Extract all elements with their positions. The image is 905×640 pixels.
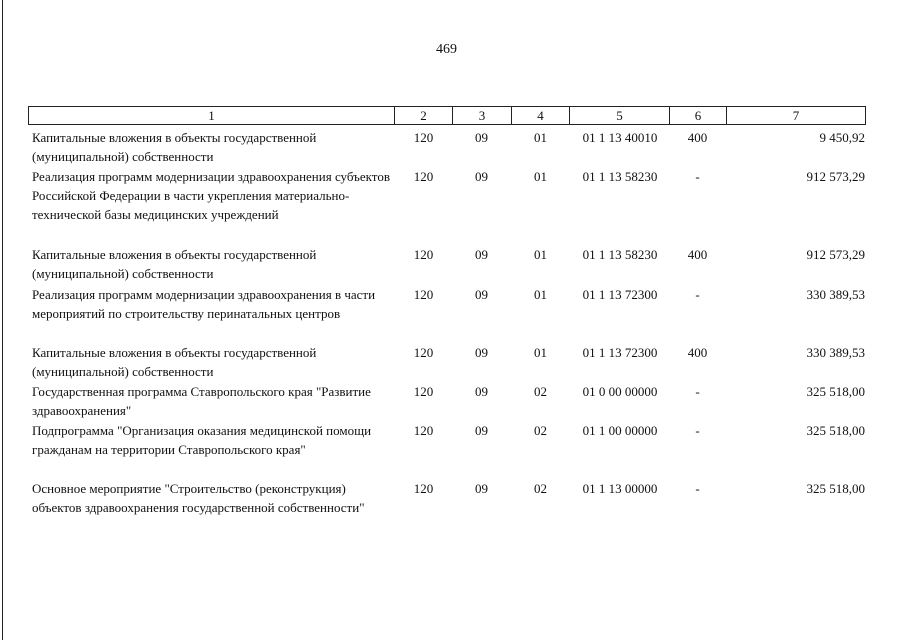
row-expense-type: - <box>695 169 700 184</box>
row-ministry-code: 120 <box>413 345 434 360</box>
row-description: Капитальные вложения в объекты государственной (муниципальной) собственности <box>32 130 317 164</box>
row-ministry-code: 120 <box>413 423 434 438</box>
row-expense-type: - <box>695 287 700 302</box>
header-col-7: 7 <box>726 106 866 125</box>
row-subsection-code: 01 <box>534 287 547 302</box>
row-subsection-code: 01 <box>534 247 547 262</box>
row-target-code: 01 0 00 00000 <box>582 384 658 399</box>
row-amount: 912 573,29 <box>806 247 865 262</box>
row-target-code: 01 1 13 58230 <box>582 247 658 262</box>
row-subsection-code: 01 <box>534 345 547 360</box>
row-description: Подпрограмма "Организация оказания медицинской помощи гражданам на территории Ставропольского края" <box>32 423 372 457</box>
row-amount: 9 450,92 <box>819 130 865 145</box>
row-amount: 912 573,29 <box>806 169 865 184</box>
row-amount: 330 389,53 <box>806 345 865 360</box>
row-section-code: 09 <box>475 345 488 360</box>
row-subsection-code: 01 <box>534 169 547 184</box>
row-expense-type: - <box>695 423 700 438</box>
header-col-6: 6 <box>669 106 726 125</box>
row-amount: 325 518,00 <box>806 423 865 438</box>
row-section-code: 09 <box>475 130 488 145</box>
row-target-code: 01 1 13 58230 <box>582 169 658 184</box>
row-ministry-code: 120 <box>413 130 434 145</box>
row-subsection-code: 01 <box>534 130 547 145</box>
row-section-code: 09 <box>475 247 488 262</box>
row-subsection-code: 02 <box>534 481 547 496</box>
header-col-1: 1 <box>28 106 394 125</box>
row-ministry-code: 120 <box>413 169 434 184</box>
row-expense-type: 400 <box>687 345 708 360</box>
row-ministry-code: 120 <box>413 247 434 262</box>
row-amount: 325 518,00 <box>806 384 865 399</box>
row-subsection-code: 02 <box>534 384 547 399</box>
row-target-code: 01 1 13 40010 <box>582 130 658 145</box>
header-col-5: 5 <box>569 106 669 125</box>
row-section-code: 09 <box>475 384 488 399</box>
row-target-code: 01 1 13 72300 <box>582 345 658 360</box>
row-section-code: 09 <box>475 287 488 302</box>
row-section-code: 09 <box>475 481 488 496</box>
row-section-code: 09 <box>475 423 488 438</box>
row-description: Реализация программ модернизации здравоохранения субъектов Российской Федерации в части укрепления материально-технической базы медицинских учреждений <box>32 169 390 222</box>
row-description: Капитальные вложения в объекты государственной (муниципальной) собственности <box>32 345 317 379</box>
row-description: Капитальные вложения в объекты государственной (муниципальной) собственности <box>32 247 317 281</box>
page-number: 469 <box>436 42 457 57</box>
row-section-code: 09 <box>475 169 488 184</box>
row-ministry-code: 120 <box>413 481 434 496</box>
page-left-edge <box>2 0 3 640</box>
row-subsection-code: 02 <box>534 423 547 438</box>
row-expense-type: 400 <box>687 247 708 262</box>
row-expense-type: - <box>695 384 700 399</box>
row-ministry-code: 120 <box>413 384 434 399</box>
row-expense-type: - <box>695 481 700 496</box>
row-description: Государственная программа Ставропольского края "Развитие здравоохранения" <box>32 384 371 418</box>
row-description: Основное мероприятие "Строительство (реконструкция) объектов здравоохранения государственной собственности" <box>32 481 365 515</box>
header-col-3: 3 <box>452 106 511 125</box>
row-target-code: 01 1 00 00000 <box>582 423 658 438</box>
row-ministry-code: 120 <box>413 287 434 302</box>
row-target-code: 01 1 13 72300 <box>582 287 658 302</box>
row-amount: 330 389,53 <box>806 287 865 302</box>
row-amount: 325 518,00 <box>806 481 865 496</box>
header-col-2: 2 <box>394 106 452 125</box>
row-description: Реализация программ модернизации здравоохранения в части мероприятий по строительству перинатальных центров <box>32 287 376 321</box>
row-target-code: 01 1 13 00000 <box>582 481 658 496</box>
header-col-4: 4 <box>511 106 569 125</box>
row-expense-type: 400 <box>687 130 708 145</box>
